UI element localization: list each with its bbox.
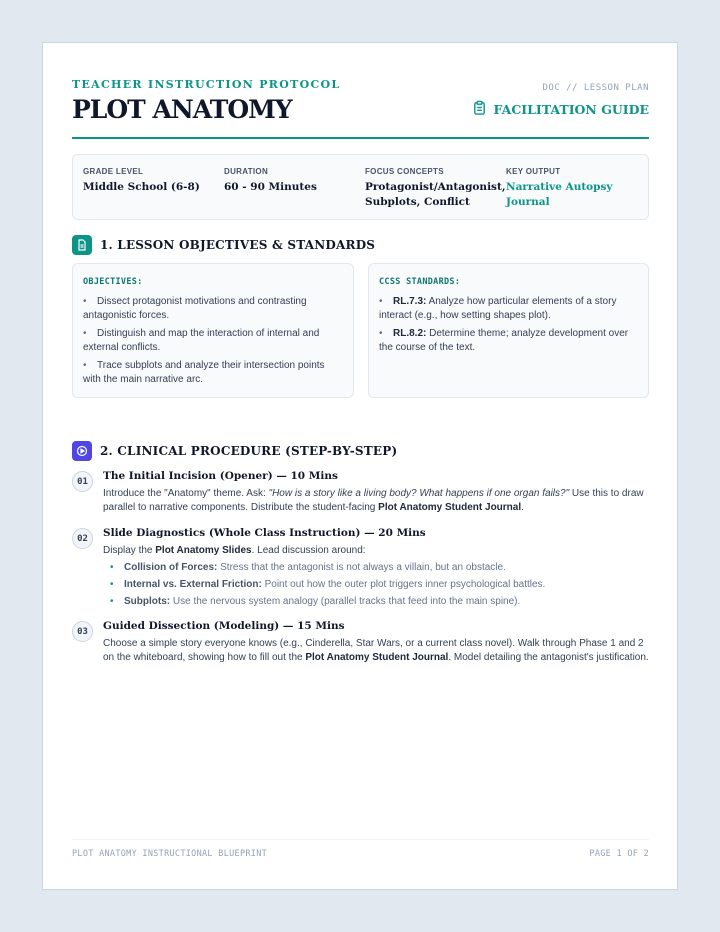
- step-title: The Initial Incision (Opener) — 10 Mins: [103, 470, 338, 482]
- step-number-badge: 02: [72, 528, 93, 549]
- section-title: 1. LESSON OBJECTIVES & STANDARDS: [100, 238, 376, 252]
- meta-grade-level: GRADE LEVEL Middle School (6-8): [83, 167, 200, 193]
- header-eyebrow: TEACHER INSTRUCTION PROTOCOL: [72, 78, 341, 91]
- facilitation-guide-label: [472, 100, 649, 118]
- standards-label: CCSS STANDARDS:: [379, 277, 461, 287]
- objectives-label: OBJECTIVES:: [83, 277, 143, 287]
- step-bullet-list: [103, 561, 649, 609]
- document-page: [42, 42, 678, 890]
- list-item: • Subplots: Use the nervous system analogy (parallel tracks that feed into the main spine).: [103, 595, 649, 609]
- list-item: • RL.7.3: Analyze how particular elements of a story interact (e.g., how setting shapes plot).: [379, 295, 638, 323]
- standards-list: [379, 295, 638, 359]
- step-number-badge: 03: [72, 621, 93, 642]
- meta-focus-concepts: FOCUS CONCEPTS Protagonist/Antagonist, Subplots, Conflict: [365, 167, 506, 208]
- document-icon: [72, 235, 92, 255]
- section-title: 2. CLINICAL PROCEDURE (STEP-BY-STEP): [100, 444, 398, 458]
- objectives-box: [72, 263, 354, 398]
- objectives-list: [83, 295, 343, 391]
- clipboard-icon: [472, 100, 487, 118]
- step-description: Choose a simple story everyone knows (e.g., Cinderella, Star Wars, or a current class novel). Walk through Phase 1 and 2 on the whiteboard, showing how to fill out the Plot Anatomy Student Journal. Model detailing the antagonist's justification.: [103, 638, 649, 663]
- page-title: PLOT ANATOMY: [72, 95, 292, 124]
- play-circle-icon: [72, 441, 92, 461]
- step-description: Display the Plot Anatomy Slides. Lead discussion around:: [103, 545, 366, 556]
- list-item: • Collision of Forces: Stress that the antagonist is not always a villain, but an obstacle.: [103, 561, 649, 575]
- list-item: • Trace subplots and analyze their intersection points with the main narrative arc.: [83, 359, 343, 387]
- lesson-meta-panel: [72, 154, 649, 220]
- doc-tag: DOC // LESSON PLAN: [542, 83, 649, 93]
- list-item: • RL.8.2: Determine theme; analyze development over the course of the text.: [379, 327, 638, 355]
- step-title: Slide Diagnostics (Whole Class Instruction) — 20 Mins: [103, 527, 426, 539]
- list-item: • Dissect protagonist motivations and contrasting antagonistic forces.: [83, 295, 343, 323]
- document-header: [72, 78, 649, 139]
- list-item: • Distinguish and map the interaction of internal and external conflicts.: [83, 327, 343, 355]
- meta-key-output: KEY OUTPUT Narrative Autopsy Journal: [506, 167, 613, 208]
- step-number-badge: 01: [72, 471, 93, 492]
- page-number: PAGE 1 OF 2: [589, 849, 649, 859]
- page-footer: [72, 839, 649, 859]
- footer-title: PLOT ANATOMY INSTRUCTIONAL BLUEPRINT: [72, 849, 268, 859]
- meta-duration: DURATION 60 - 90 Minutes: [224, 167, 317, 193]
- step-description: Introduce the "Anatomy" theme. Ask: "How is a story like a living body? What happens if one organ fails?" Use this to draw parallel to narrative components. Distribute the student-facing Plot Anatomy Student Journal.: [103, 488, 644, 513]
- section-procedure-heading: [72, 441, 397, 461]
- section-objectives-heading: [72, 235, 375, 255]
- guide-text: FACILITATION GUIDE: [493, 101, 649, 117]
- list-item: • Internal vs. External Friction: Point out how the outer plot triggers inner psychological battles.: [103, 578, 649, 592]
- step-title: Guided Dissection (Modeling) — 15 Mins: [103, 620, 345, 632]
- standards-box: [368, 263, 649, 398]
